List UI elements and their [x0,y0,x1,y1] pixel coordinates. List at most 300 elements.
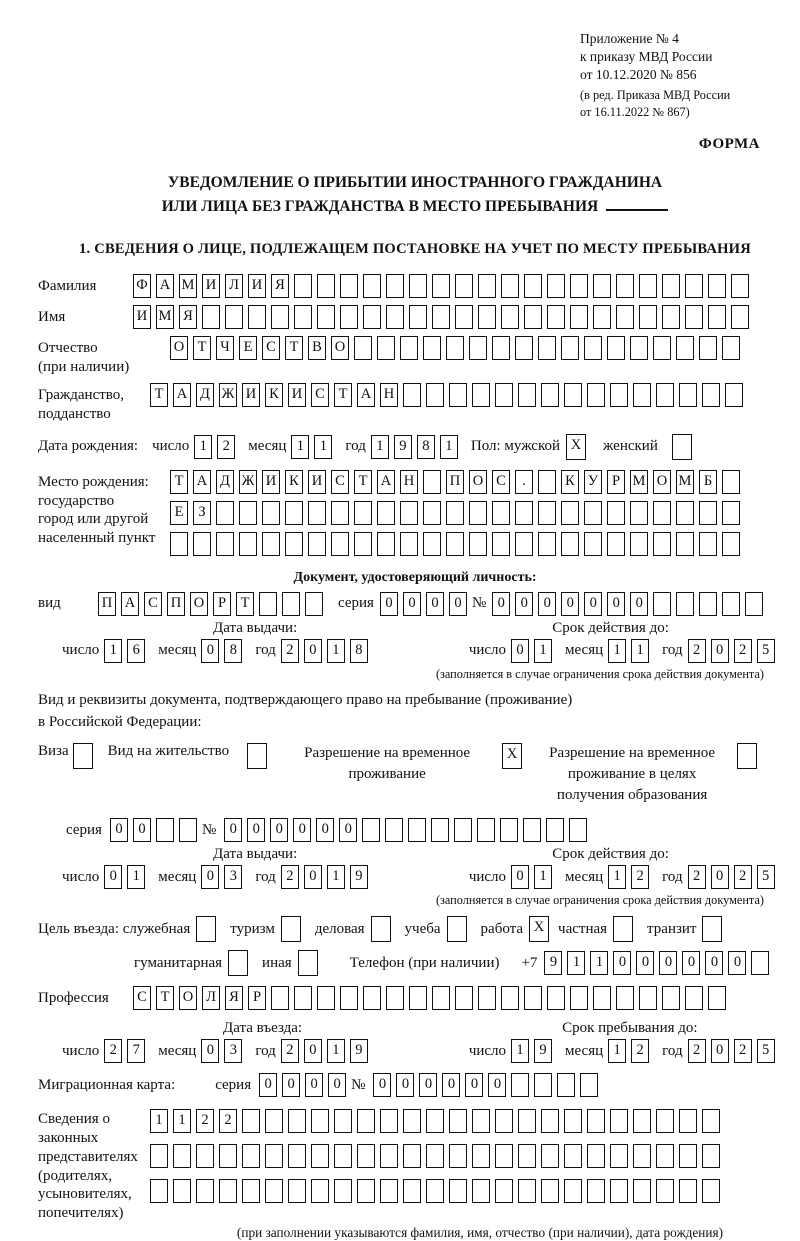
char-cell: 2 [281,639,299,663]
char-cell [662,986,680,1010]
char-cell: К [285,470,303,494]
birthdate-row [38,434,792,460]
name-cells [133,305,754,329]
migration-card-row [38,1073,792,1097]
char-cell: 2 [688,865,706,889]
char-cell [584,336,602,360]
char-cell: 0 [305,1073,323,1097]
char-cell [616,274,634,298]
stay-day [511,1039,557,1063]
char-cell: 0 [511,639,529,663]
year-label: год [255,1042,276,1059]
char-cell: Я [225,986,243,1010]
char-cell: 0 [282,1073,300,1097]
char-cell: 0 [396,1073,414,1097]
surname-row [38,274,792,298]
char-cell: 0 [403,592,421,616]
char-cell: 1 [631,639,649,663]
char-cell [731,305,749,329]
appendix-line: Приложение № 4 [580,31,679,46]
char-cell [633,1179,651,1203]
char-cell: С [262,336,280,360]
char-cell: 0 [328,1073,346,1097]
char-cell: 0 [728,951,746,975]
year-label: год [345,438,366,455]
char-cell: 0 [304,1039,322,1063]
char-cell [653,532,671,556]
char-cell [524,986,542,1010]
issue-date-heading: Дата выдачи: [213,619,298,636]
char-cell [239,532,257,556]
char-cell: 0 [705,951,723,975]
char-cell: 1 [511,1039,529,1063]
char-cell: Ж [239,470,257,494]
char-cell [702,383,720,407]
birthplace-cells-row1 [170,470,745,494]
char-cell [173,1179,191,1203]
char-cell [400,501,418,525]
char-cell: В [308,336,326,360]
char-cell [477,818,495,842]
char-cell: 2 [734,1039,752,1063]
char-cell [702,1109,720,1133]
sex-label: Пол: мужской [470,438,561,455]
char-cell [478,986,496,1010]
char-cell [380,1179,398,1203]
form-title-line1: УВЕДОМЛЕНИЕ О ПРИБЫТИИ ИНОСТРАННОГО ГРАЖДАНИНА [167,173,663,191]
char-cell [564,1179,582,1203]
surname-cells [133,274,754,298]
char-cell [334,1109,352,1133]
char-cell [403,1144,421,1168]
char-cell [653,592,671,616]
char-cell [613,916,633,942]
char-cell [247,743,267,769]
char-cell: 0 [201,639,219,663]
char-cell: 0 [538,592,556,616]
char-cell: 1 [104,639,122,663]
char-cell [455,274,473,298]
char-cell [311,1109,329,1133]
char-cell [501,986,519,1010]
char-cell [150,1179,168,1203]
sex-female-checkbox [672,434,697,460]
char-cell [431,818,449,842]
char-cell [357,1179,375,1203]
char-cell [580,1073,598,1097]
char-cell [196,1179,214,1203]
char-cell [676,501,694,525]
entry-month [201,1039,247,1063]
birthdate-label: Дата рождения: [38,438,139,455]
char-cell: И [248,274,266,298]
char-cell [288,1179,306,1203]
char-cell: 9 [350,1039,368,1063]
phone-prefix: +7 [521,954,538,971]
citizenship-cells [150,383,748,407]
appendix-line: от 10.12.2020 № 856 [580,66,697,82]
char-cell: А [156,274,174,298]
char-cell: 1 [608,1039,626,1063]
char-cell: И [133,305,151,329]
char-cell [317,274,335,298]
char-cell [354,501,372,525]
char-cell: Т [170,470,188,494]
purpose-business-checkbox [196,916,221,942]
birth-day-cells [194,435,240,459]
char-cell [607,336,625,360]
birthplace-row [38,470,792,563]
char-cell: 0 [488,1073,506,1097]
patronymic-cells [170,336,745,360]
residence-doc-date-headings [38,846,792,863]
char-cell: 9 [544,951,562,975]
char-cell: 3 [224,1039,242,1063]
char-cell [587,1144,605,1168]
char-cell: 2 [281,1039,299,1063]
year-label: год [255,868,276,885]
char-cell [308,532,326,556]
char-cell [495,1144,513,1168]
char-cell [561,501,579,525]
doc-valid-month [608,639,654,663]
char-cell [541,1179,559,1203]
char-cell [170,532,188,556]
char-cell: 0 [511,865,529,889]
purpose-study-label: учеба [404,920,441,937]
char-cell [722,501,740,525]
residence-valid-day [511,865,557,889]
char-cell: 0 [711,639,729,663]
char-cell [385,818,403,842]
entry-stay-dates [38,1039,792,1063]
char-cell [722,336,740,360]
char-cell: С [492,470,510,494]
char-cell [423,501,441,525]
char-cell: 1 [440,435,458,459]
char-cell [265,1109,283,1133]
residence-valid-year [688,865,780,889]
edition-line: (в ред. Приказа МВД России [580,88,731,103]
month-label: месяц [248,438,287,455]
char-cell: О [331,336,349,360]
char-cell [363,986,381,1010]
phone-cells [544,951,774,975]
char-cell: 2 [281,865,299,889]
char-cell [610,1144,628,1168]
char-cell [546,818,564,842]
char-cell [515,336,533,360]
series-label: серия [66,821,102,838]
char-cell: Р [213,592,231,616]
char-cell: 0 [607,592,625,616]
char-cell [656,1179,674,1203]
char-cell [569,818,587,842]
char-cell [228,950,248,976]
doc-issue-year [281,639,373,663]
char-cell: 0 [442,1073,460,1097]
char-cell [541,1109,559,1133]
char-cell [173,1144,191,1168]
char-cell [610,1179,628,1203]
char-cell: 8 [224,639,242,663]
char-cell [587,1179,605,1203]
char-cell: 0 [711,865,729,889]
char-cell [271,305,289,329]
char-cell [699,532,717,556]
char-cell [449,383,467,407]
char-cell: 9 [350,865,368,889]
char-cell [400,532,418,556]
char-cell [426,1109,444,1133]
char-cell [538,470,556,494]
purpose-private-checkbox [613,916,638,942]
identity-doc-row [38,592,792,616]
appendix-line: к приказу МВД России [580,48,713,64]
char-cell [294,305,312,329]
char-cell [656,1144,674,1168]
purpose-humanitarian-label: гуманитарная [134,954,223,971]
purpose-row-2 [38,950,792,976]
char-cell [593,986,611,1010]
residence-series-cells [110,818,202,842]
char-cell: Б [699,470,717,494]
char-cell: 1 [314,435,332,459]
day-label: число [468,868,507,885]
char-cell [702,1179,720,1203]
char-cell: 9 [394,435,412,459]
char-cell: 0 [104,865,122,889]
char-cell [478,274,496,298]
char-cell [216,532,234,556]
purpose-humanitarian-checkbox [228,950,253,976]
char-cell: И [308,470,326,494]
char-cell: И [202,274,220,298]
char-cell: 0 [201,865,219,889]
year-label: год [255,642,276,659]
char-cell [495,1109,513,1133]
char-cell: 1 [127,865,145,889]
profession-label: Профессия [38,990,109,1007]
temp-permit-label: Разрешение на временное проживание [304,745,471,783]
char-cell: О [469,470,487,494]
char-cell [557,1073,575,1097]
char-cell [708,305,726,329]
char-cell: И [288,383,306,407]
char-cell [380,1144,398,1168]
char-cell [409,986,427,1010]
doc-issue-month [201,639,247,663]
char-cell: 0 [561,592,579,616]
entry-date-heading: Дата въезда: [223,1020,303,1037]
entry-day [104,1039,150,1063]
birthplace-cells-row3 [170,532,745,556]
char-cell: Т [193,336,211,360]
char-cell: 9 [534,1039,552,1063]
char-cell [262,532,280,556]
char-cell [639,986,657,1010]
char-cell: 0 [339,818,357,842]
purpose-work-label: работа [480,920,524,937]
patronymic-label: Отчество (при наличии) [38,339,130,375]
char-cell [737,743,757,769]
char-cell [570,305,588,329]
char-cell: 2 [196,1109,214,1133]
char-cell [472,1144,490,1168]
char-cell [426,1144,444,1168]
char-cell [564,1109,582,1133]
residence-doc-options [38,743,792,806]
patronymic-row [38,336,792,377]
char-cell: 1 [173,1109,191,1133]
residence-doc-number-row [38,818,792,842]
char-cell [334,1144,352,1168]
char-cell: 3 [224,865,242,889]
char-cell [426,1179,444,1203]
char-cell [298,950,318,976]
char-cell [317,986,335,1010]
char-cell [656,383,674,407]
char-cell: 6 [127,639,145,663]
char-cell [722,592,740,616]
char-cell: 2 [734,865,752,889]
char-cell [469,501,487,525]
char-cell [242,1179,260,1203]
char-cell [282,592,300,616]
char-cell: 2 [688,1039,706,1063]
char-cell: А [357,383,375,407]
char-cell [446,336,464,360]
char-cell [587,383,605,407]
char-cell [501,305,519,329]
profession-cells [133,986,731,1010]
char-cell [179,818,197,842]
char-cell [708,274,726,298]
char-cell: П [98,592,116,616]
char-cell [426,383,444,407]
char-cell [447,916,467,942]
visa-label: Виза [38,743,69,760]
char-cell [610,383,628,407]
sex-male-checkbox [566,434,591,460]
char-cell: Е [170,501,188,525]
doc-series-cells [380,592,472,616]
char-cell [492,336,510,360]
char-cell [656,1109,674,1133]
char-cell: 2 [734,639,752,663]
stay-month [608,1039,654,1063]
doc-valid-day [511,639,557,663]
char-cell: Т [150,383,168,407]
char-cell [639,305,657,329]
month-label: месяц [565,868,604,885]
char-cell [340,305,358,329]
char-cell: 2 [217,435,235,459]
char-cell [676,592,694,616]
entry-year [281,1039,373,1063]
char-cell [610,1109,628,1133]
purpose-tourism-label: туризм [230,920,275,937]
char-cell [702,1144,720,1168]
char-cell: 2 [688,639,706,663]
char-cell: 0 [584,592,602,616]
char-cell [538,501,556,525]
section1-heading: 1. СВЕДЕНИЯ О ЛИЦЕ, ПОДЛЕЖАЩЕМ ПОСТАНОВКЕ НА УЧЕТ ПО МЕСТУ ПРЕБЫВАНИЯ [79,240,751,257]
doc-series-label: серия [338,595,374,612]
char-cell: Р [607,470,625,494]
char-cell [630,532,648,556]
char-cell [242,1109,260,1133]
char-cell [501,274,519,298]
char-cell [492,501,510,525]
day-label: число [62,868,100,885]
char-cell [469,336,487,360]
char-cell: Т [285,336,303,360]
char-cell [357,1109,375,1133]
char-cell: О [179,986,197,1010]
char-cell [679,383,697,407]
purpose-work-checkbox [529,916,554,942]
year-label: год [662,642,683,659]
char-cell [423,470,441,494]
char-cell [357,1144,375,1168]
identity-doc-dates [38,639,792,663]
char-cell [593,305,611,329]
char-cell [455,986,473,1010]
char-cell [541,383,559,407]
char-cell [745,592,763,616]
number-label: № [351,1076,366,1093]
char-cell [354,532,372,556]
char-cell [722,532,740,556]
char-cell [377,501,395,525]
char-cell: 1 [608,639,626,663]
char-cell [547,305,565,329]
char-cell [156,818,174,842]
char-cell: Д [196,383,214,407]
char-cell: 0 [449,592,467,616]
char-cell: 8 [417,435,435,459]
char-cell [446,501,464,525]
char-cell: 1 [590,951,608,975]
char-cell [662,305,680,329]
char-cell [676,532,694,556]
char-cell: 0 [110,818,128,842]
char-cell: Е [239,336,257,360]
representatives-note: (при заполнении указываются фамилия, имя, отчество (при наличии), дата рождения) [236,1224,724,1240]
char-cell [403,1179,421,1203]
char-cell [607,501,625,525]
residence-doc-intro: Вид и реквизиты документа, подтверждающего право на пребывание (проживание) в Российской Федерации: [38,691,573,730]
char-cell: Ф [133,274,151,298]
char-cell [500,818,518,842]
char-cell [630,501,648,525]
representatives-cells-row1 [150,1109,725,1133]
char-cell: А [173,383,191,407]
char-cell [685,274,703,298]
char-cell [408,818,426,842]
char-cell [751,951,769,975]
doc-number-label: № [471,595,487,612]
char-cell: 0 [224,818,242,842]
char-cell [633,1144,651,1168]
char-cell: О [170,336,188,360]
char-cell [541,1144,559,1168]
char-cell [340,986,358,1010]
representatives-cells-row3 [150,1179,725,1203]
char-cell: 1 [150,1109,168,1133]
char-cell [570,986,588,1010]
